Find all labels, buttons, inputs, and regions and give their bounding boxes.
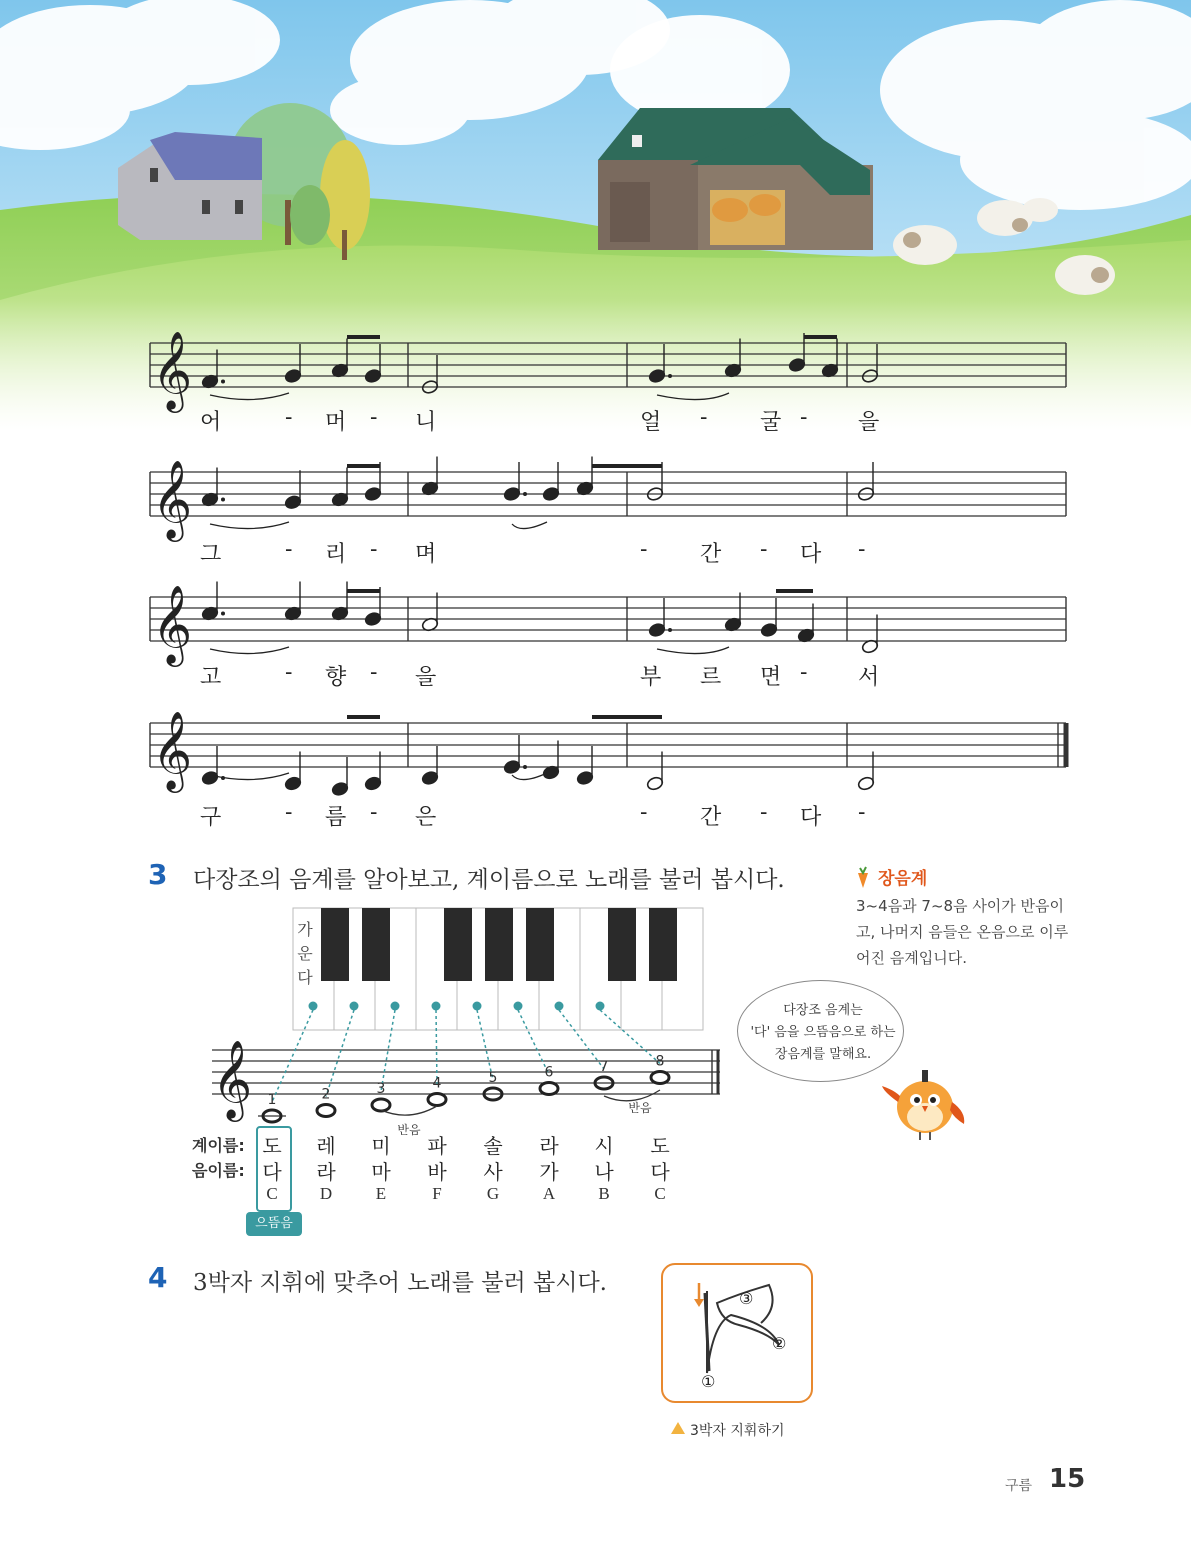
lyric-syllable: - (760, 537, 768, 562)
note-head (331, 781, 349, 796)
lyric-syllable: 간 (700, 805, 722, 830)
lyric-syllable: 굴 (760, 410, 782, 435)
dot (221, 498, 225, 502)
dot (668, 628, 672, 632)
question-3-text: 다장조의 음계를 알아보고, 계이름으로 노래를 불러 봅시다. (193, 867, 785, 893)
solfege-name: 레 (316, 1134, 336, 1158)
beat-mark-2: ② (772, 1334, 787, 1353)
step-number: 2 (321, 1086, 331, 1103)
lyric-syllable: 어 (200, 410, 222, 435)
lyric-syllable: - (285, 660, 293, 685)
note-head (364, 368, 382, 383)
page-number: 15 (1049, 1464, 1086, 1494)
solfege-name: 라 (539, 1134, 559, 1158)
key-dot (596, 1002, 605, 1011)
dot (221, 380, 225, 384)
lyric-syllable: - (370, 405, 378, 430)
question-4-text: 3박자 지휘에 맞추어 노래를 불러 봅시다. (193, 1270, 607, 1296)
solfege-name: 솔 (483, 1134, 503, 1158)
pitch-latin-name: A (542, 1184, 556, 1203)
note-head (284, 368, 302, 383)
lyric-syllable: - (370, 537, 378, 562)
pitch-korean-name: 바 (427, 1160, 447, 1184)
whole-note (317, 1105, 335, 1117)
lyric-syllable: - (800, 405, 808, 430)
carrot-icon (852, 865, 874, 889)
beat-mark-3: ③ (739, 1289, 754, 1308)
note-head (284, 495, 302, 510)
slur (210, 522, 289, 529)
lyric-syllable: 서 (858, 665, 880, 690)
note-head (648, 622, 666, 637)
beat-mark-1: ① (701, 1372, 716, 1391)
tip-title: 장음계 (878, 869, 928, 889)
note-head (364, 611, 382, 626)
note-head (364, 486, 382, 501)
pitch-row-label: 음이름: (192, 1161, 245, 1180)
note-head (646, 776, 664, 791)
black-key (526, 908, 554, 981)
lyric-syllable: 부 (640, 665, 662, 690)
halfstep-label: 반음 (628, 1101, 652, 1115)
question-3-number: 3 (148, 858, 168, 891)
lyric-syllable: - (285, 405, 293, 430)
pitch-latin-name: F (432, 1184, 442, 1203)
speech-bubble-text: 다장조 음계는 '다' 음을 으뜸음으로 하는 장음계를 말해요. (750, 1003, 896, 1062)
key-dot (309, 1002, 318, 1011)
page-footer-title: 구름 (1005, 1478, 1033, 1494)
halfstep-slur (604, 1090, 660, 1101)
slur (657, 647, 729, 654)
treble-clef: 𝄞 (152, 460, 193, 539)
lyric-syllable: 다 (800, 805, 822, 830)
lyric-syllable: - (285, 537, 293, 562)
key-dot (432, 1002, 441, 1011)
pitch-korean-name: 다 (262, 1160, 282, 1184)
note-head (857, 776, 875, 791)
slur (512, 522, 547, 529)
black-key (321, 908, 349, 981)
pitch-korean-name: 마 (371, 1160, 391, 1184)
lyric-syllable: 면 (760, 665, 782, 690)
lyric-syllable: 향 (325, 665, 347, 690)
key-dot (473, 1002, 482, 1011)
black-key (444, 908, 472, 981)
whole-note (372, 1099, 390, 1111)
note-head (364, 776, 382, 791)
middle-c-label: 가 운 다 (297, 920, 313, 987)
whole-note (540, 1083, 558, 1095)
lyric-syllable: 구 (200, 805, 222, 830)
pitch-latin-name: C (266, 1184, 278, 1203)
lyric-syllable: 리 (325, 542, 347, 567)
lyric-syllable: 간 (700, 542, 722, 567)
staff-2-notes (201, 457, 875, 529)
solfege-name: 시 (594, 1134, 614, 1158)
black-key (649, 908, 677, 981)
note-head (760, 622, 778, 637)
pitch-latin-name: D (319, 1184, 333, 1203)
note-head (576, 770, 594, 785)
pitch-korean-name: 사 (483, 1160, 503, 1184)
lyric-syllable: 머 (325, 410, 347, 435)
staff-4-notes (201, 717, 875, 797)
lyric-syllable: 은 (415, 805, 437, 830)
lyric-syllable: 고 (200, 665, 222, 690)
step-number: 8 (655, 1053, 665, 1070)
slur (512, 773, 547, 780)
pitch-latin-name: E (375, 1184, 387, 1203)
dot (221, 612, 225, 616)
black-key (362, 908, 390, 981)
tonic-highlight-box (256, 1126, 292, 1212)
pitch-latin-name: B (598, 1184, 610, 1203)
dot (523, 492, 527, 496)
solfege-row-label: 계이름: (192, 1136, 245, 1155)
note-head (788, 357, 806, 372)
pitch-korean-name: 다 (650, 1160, 670, 1184)
pitch-latin-name: G (486, 1184, 500, 1203)
treble-clef: 𝄞 (212, 1040, 253, 1119)
pitch-latin-name: C (654, 1184, 666, 1203)
bird-character-icon (880, 1062, 970, 1142)
triangle-icon (670, 1420, 686, 1436)
note-head (503, 759, 521, 774)
conducting-pattern-diagram (661, 1263, 809, 1399)
treble-clef: 𝄞 (152, 331, 193, 410)
key-dot (391, 1002, 400, 1011)
slur (657, 393, 729, 400)
dot (523, 765, 527, 769)
staff-1 (150, 331, 1066, 413)
lyric-syllable: 니 (415, 410, 437, 435)
solfege-name: 파 (427, 1134, 447, 1158)
lyric-syllable: - (760, 800, 768, 825)
lyric-syllable: 르 (700, 665, 722, 690)
conducting-caption: 3박자 지휘하기 (690, 1423, 785, 1439)
solfege-name: 미 (371, 1134, 391, 1158)
lyric-syllable: 며 (415, 542, 437, 567)
note-head (284, 776, 302, 791)
step-number: 1 (267, 1092, 277, 1108)
lyric-syllable: 그 (200, 542, 222, 567)
solfege-name: 도 (262, 1134, 282, 1158)
treble-clef: 𝄞 (152, 711, 193, 790)
solfege-name: 도 (650, 1134, 670, 1158)
lyric-syllable: 을 (415, 665, 437, 690)
key-dot (514, 1002, 523, 1011)
step-number: 6 (544, 1064, 554, 1081)
step-number: 4 (432, 1075, 442, 1092)
lyric-syllable: 얼 (640, 410, 662, 435)
step-number: 5 (488, 1070, 498, 1086)
lyric-syllable: - (858, 800, 866, 825)
key-dot (350, 1002, 359, 1011)
tip-body: 3~4음과 7~8음 사이가 반음이고, 나머지 음들은 온음으로 이루어진 음계입니다. (856, 897, 1069, 967)
lyric-syllable: - (640, 537, 648, 562)
note-head (421, 770, 439, 785)
lyric-syllable: 름 (325, 805, 347, 830)
lyric-syllable: - (700, 405, 708, 430)
lyric-syllable: - (640, 800, 648, 825)
whole-note (651, 1072, 669, 1084)
pitch-korean-name: 라 (316, 1160, 336, 1184)
tonic-tag: 으뜸음 (246, 1212, 302, 1236)
staff-3 (150, 585, 1066, 667)
lyric-syllable: 다 (800, 542, 822, 567)
key-dot (555, 1002, 564, 1011)
black-key (485, 908, 513, 981)
dot (668, 374, 672, 378)
lyric-syllable: - (800, 660, 808, 685)
pitch-korean-name: 나 (594, 1160, 614, 1184)
note-head (503, 486, 521, 501)
black-key (608, 908, 636, 981)
note-head (201, 770, 219, 785)
slur (210, 647, 289, 654)
question-4-number: 4 (148, 1261, 168, 1294)
note-head (648, 368, 666, 383)
lyric-syllable: - (370, 660, 378, 685)
whole-note (428, 1094, 446, 1106)
slur (210, 393, 289, 400)
step-number: 7 (599, 1059, 609, 1075)
treble-clef: 𝄞 (152, 585, 193, 664)
lyric-syllable: - (285, 800, 293, 825)
halfstep-label: 반음 (397, 1123, 421, 1137)
staff-3-notes (201, 582, 879, 655)
note-head (542, 486, 560, 501)
lyric-syllable: - (370, 800, 378, 825)
pitch-korean-name: 가 (539, 1160, 559, 1184)
step-number: 3 (376, 1081, 386, 1097)
lyric-syllable: - (858, 537, 866, 562)
lyric-syllable: 을 (858, 410, 880, 435)
